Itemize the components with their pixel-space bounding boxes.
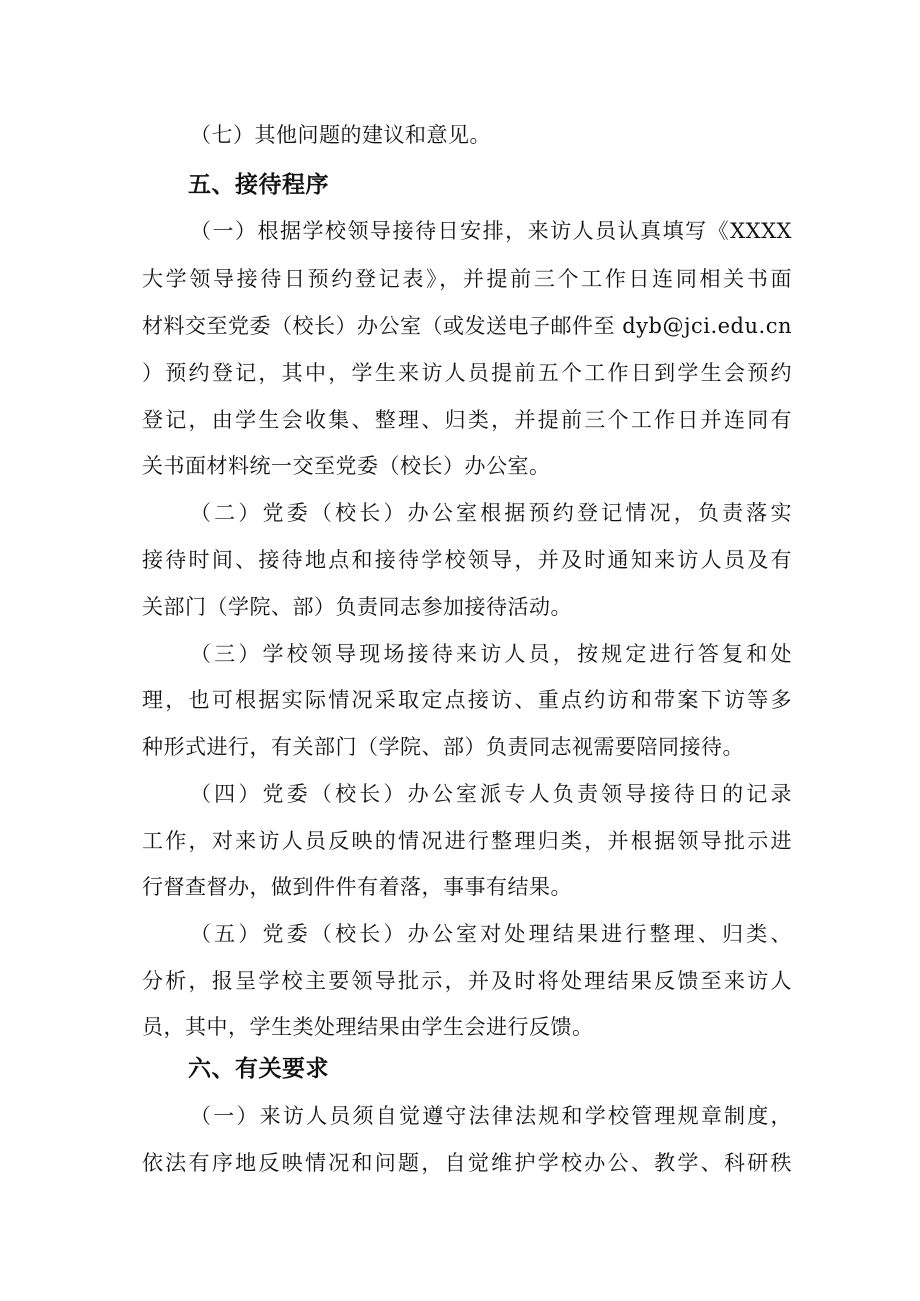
paragraph-line: 大学领导接待日预约登记表》，并提前三个工作日连同相关书面	[142, 267, 792, 291]
paragraph-line: 关书面材料统一交至党委（校长）办公室。	[142, 454, 551, 478]
paragraph-line: 分析，报呈学校主要领导批示，并及时将处理结果反馈至来访人	[142, 969, 792, 993]
paragraph-line: ）预约登记，其中，学生来访人员提前五个工作日到学生会预约	[142, 361, 792, 385]
paragraph-line: （三）学校领导现场接待来访人员，按规定进行答复和处	[190, 642, 792, 666]
paragraph-line: 关部门（学院、部）负责同志参加接待活动。	[142, 595, 572, 619]
paragraph-line: （二）党委（校长）办公室根据预约登记情况，负责落实	[190, 501, 792, 525]
paragraph-line: 登记，由学生会收集、整理、归类，并提前三个工作日并连同有	[142, 408, 792, 432]
paragraph-line: 接待时间、接待地点和接待学校领导，并及时通知来访人员及有	[142, 548, 792, 572]
paragraph-line: 材料交至党委（校长）办公室（或发送电子邮件至 dyb@jci.edu.cn	[142, 314, 792, 338]
paragraph-line: 行督查督办，做到件件有着落，事事有结果。	[142, 875, 572, 899]
paragraph-line: （一）根据学校领导接待日安排，来访人员认真填写《XXXX	[190, 219, 792, 243]
paragraph-line: 员，其中，学生类处理结果由学生会进行反馈。	[142, 1015, 594, 1039]
paragraph-line: 工作，对来访人员反映的情况进行整理归类，并根据领导批示进	[142, 829, 792, 853]
paragraph-line: （四）党委（校长）办公室派专人负责领导接待日的记录	[190, 782, 792, 806]
paragraph-line: 种形式进行，有关部门（学院、部）负责同志视需要陪同接待。	[142, 735, 744, 759]
paragraph-line: 理，也可根据实际情况采取定点接访、重点约访和带案下访等多	[142, 688, 792, 712]
paragraph-line: （五）党委（校长）办公室对处理结果进行整理、归类、	[190, 922, 792, 946]
paragraph-line: （一）来访人员须自觉遵守法律法规和学校管理规章制度，	[190, 1104, 792, 1128]
section-6-heading: 六、有关要求	[188, 1056, 329, 1082]
paragraph-line: 依法有序地反映情况和问题，自觉维护学校办公、教学、科研秩	[142, 1151, 792, 1175]
section-5-heading: 五、接待程序	[188, 172, 329, 198]
item-7-line: （七）其他问题的建议和意见。	[190, 123, 491, 147]
